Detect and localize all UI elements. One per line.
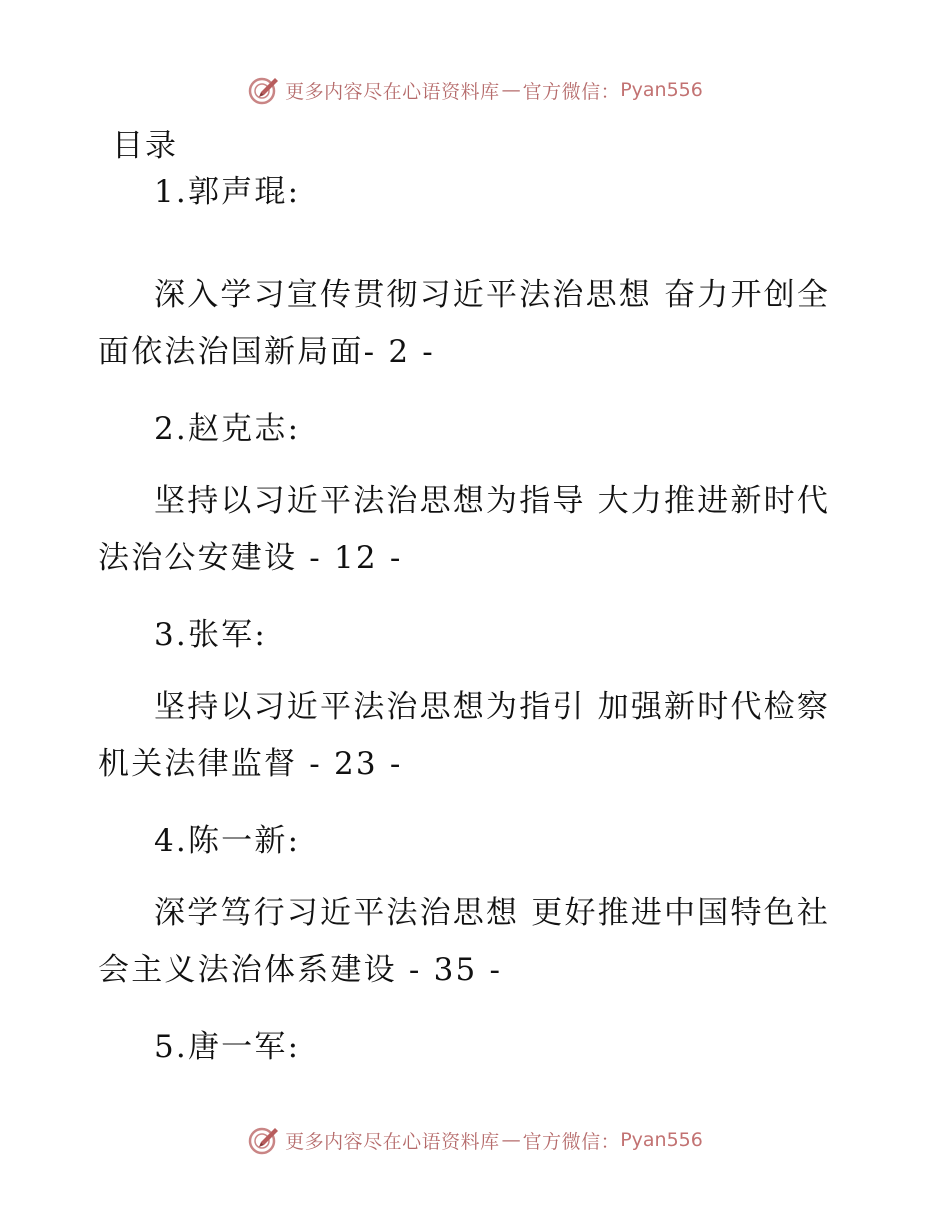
pen-logo-icon — [247, 1123, 281, 1157]
toc-entry-speaker: 3.张军: — [154, 617, 268, 653]
watermark-wechat-id: Pyan556 — [620, 79, 703, 101]
toc-entry-title-line1: 坚持以习近平法治思想为指引 加强新时代检察 — [154, 689, 831, 725]
footer-watermark — [0, 1120, 950, 1160]
watermark-wechat-label: 官方微信： — [522, 1130, 621, 1153]
toc-entry-title-line2: 面依法治国新局面- 2 - — [98, 334, 435, 370]
toc-entry-speaker: 4.陈一新: — [154, 823, 301, 859]
watermark-text: 更多内容尽在心语资料库 — [285, 80, 500, 103]
toc-entry-title-line1: 坚持以习近平法治思想为指导 大力推进新时代 — [154, 483, 831, 519]
toc-entry-title-line2: 机关法律监督 - 23 - — [98, 746, 403, 782]
watermark-wechat-id: Pyan556 — [620, 1129, 703, 1151]
watermark-separator: — — [501, 79, 521, 101]
toc-entry-title-line2: 会主义法治体系建设 - 35 - — [98, 952, 503, 988]
toc-entry-title-line1: 深学笃行习近平法治思想 更好推进中国特色社 — [154, 895, 831, 931]
toc-entry-speaker: 1.郭声琨: — [154, 174, 301, 210]
watermark-separator: — — [501, 1129, 521, 1151]
header-watermark — [0, 70, 950, 110]
toc-entry-speaker: 5.唐一军: — [154, 1029, 301, 1065]
watermark-text: 更多内容尽在心语资料库 — [285, 1130, 500, 1153]
toc-title: 目录 — [112, 128, 178, 164]
toc-entry-title-line1: 深入学习宣传贯彻习近平法治思想 奋力开创全 — [154, 277, 831, 313]
toc-entry-speaker: 2.赵克志: — [154, 411, 301, 447]
toc-entry-title-line2: 法治公安建设 - 12 - — [98, 540, 403, 576]
watermark-wechat-label: 官方微信： — [522, 80, 621, 103]
pen-logo-icon — [247, 73, 281, 107]
